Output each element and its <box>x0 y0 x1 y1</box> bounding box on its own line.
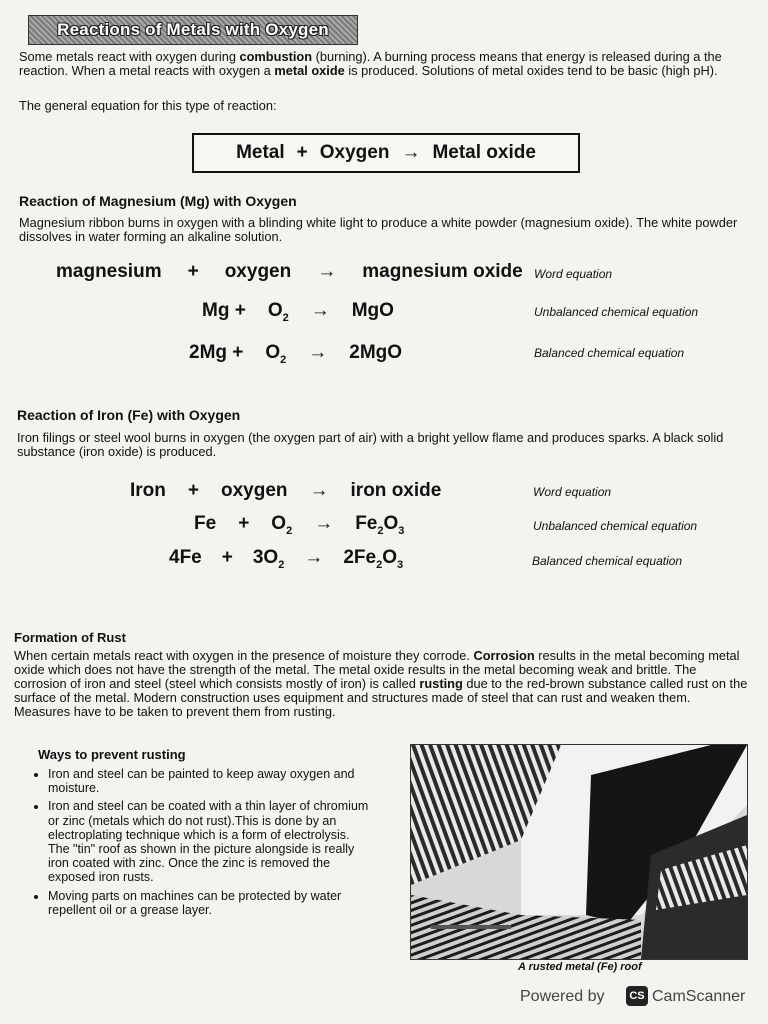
magnesium-heading: Reaction of Magnesium (Mg) with Oxygen <box>19 193 297 209</box>
magnesium-text: Magnesium ribbon burns in oxygen with a blinding white light to produce a white powder (magnesium oxide). The white powder dissolves in water forming an alkaline solution. <box>19 215 738 244</box>
fe-unbalanced-equation <box>194 513 404 537</box>
page-title: Reactions of Metals with Oxygen <box>57 20 329 39</box>
fe-symbol: Fe <box>355 513 378 534</box>
fe2o3-formula <box>343 547 403 571</box>
fe-formula: 4Fe <box>169 547 202 568</box>
fe-formula: Fe <box>194 513 217 534</box>
term-metal-oxide: metal oxide <box>274 63 345 78</box>
rust-text: due to the red-brown substance called rust on the surface of the metal. Modern construction uses equipment and structures made of steel that can rust and weaken them. Measures have to be taken to prevent them from rusting. <box>14 676 748 719</box>
eq-plus: + <box>238 513 250 534</box>
intro-text: is produced. Solutions of metal oxides tend to be basic (high pH). <box>344 63 718 78</box>
subscript: 2 <box>286 524 293 537</box>
intro-text: Some metals react with oxygen during <box>19 49 240 64</box>
subscript: 2 <box>377 524 384 537</box>
eq-arrow: → <box>317 261 337 282</box>
fe-symbol: 2Fe <box>343 547 377 568</box>
eq-oxygen: Oxygen <box>319 142 390 163</box>
iron-heading: Reaction of Iron (Fe) with Oxygen <box>17 407 241 423</box>
subscript: 3 <box>397 558 404 571</box>
o2-formula <box>268 300 289 324</box>
mg-word-label: Word equation <box>534 267 613 281</box>
fe-word-equation <box>130 480 441 502</box>
eq-plus: + <box>221 547 233 568</box>
eq-arrow: → <box>308 342 328 363</box>
fe2o3-formula <box>355 513 404 537</box>
list-item: • Moving parts on machines can be protected by water repellent oil or a grease layer. <box>48 889 374 917</box>
photo-caption: A rusted metal (Fe) roof <box>518 961 642 973</box>
general-equation-box <box>192 133 580 173</box>
rusted-roof-photo <box>410 744 748 960</box>
oxygen-reactant: oxygen <box>224 261 292 282</box>
subscript: 2 <box>278 558 285 571</box>
mg-reactant: magnesium <box>56 261 162 282</box>
term-rusting: rusting <box>419 676 463 691</box>
subscript: 2 <box>282 311 289 324</box>
eq-arrow: → <box>310 300 330 321</box>
oxygen-reactant: oxygen <box>221 480 288 501</box>
fe-word-label: Word equation <box>533 485 612 499</box>
o-symbol: O <box>383 513 399 534</box>
fe-product: iron oxide <box>350 480 442 501</box>
rust-text: When certain metals react with oxygen in the presence of moisture they corrode. <box>14 648 474 663</box>
intro-text: (burning). A burning process means that energy is released during a the reaction. When a metal reacts with oxygen a <box>19 49 722 78</box>
mg-balanced-equation <box>189 342 402 366</box>
term-corrosion: Corrosion <box>473 648 535 663</box>
o-symbol: O <box>271 513 287 534</box>
subscript: 2 <box>280 353 287 366</box>
ways-list <box>34 767 374 921</box>
term-combustion: combustion <box>239 49 313 64</box>
eq-plus: + <box>296 142 308 163</box>
o-symbol: O <box>382 547 397 568</box>
rust-heading: Formation of Rust <box>14 630 126 645</box>
mg-balanced-label: Balanced chemical equation <box>534 346 685 360</box>
rust-paragraph <box>14 649 750 719</box>
mg-word-equation <box>56 261 523 283</box>
camscanner-logo-icon: CS <box>626 986 648 1006</box>
list-item: • Iron and steel can be coated with a thin layer of chromium or zinc (metals which do not rust).This is done by an electroplating technique which is a form of electrolysis. The "tin" roof as shown in the picture alongside is really iron coated with zinc. Once the zinc is removed the exposed iron rusts. <box>48 799 374 884</box>
mg-formula: Mg + <box>202 300 246 321</box>
mg-formula: 2Mg + <box>189 342 244 363</box>
o2-formula <box>253 547 284 571</box>
general-equation-intro: The general equation for this type of reaction: <box>19 98 277 113</box>
list-item: • Iron and steel can be painted to keep away oxygen and moisture. <box>48 767 374 795</box>
eq-arrow: → <box>401 142 421 163</box>
fe-balanced-label: Balanced chemical equation <box>532 554 683 568</box>
eq-arrow: → <box>314 513 334 534</box>
fe-reactant: Iron <box>130 480 166 501</box>
mg-product: magnesium oxide <box>362 261 523 282</box>
o2-formula <box>271 513 292 537</box>
o-symbol: 3O <box>252 547 279 568</box>
eq-arrow: → <box>309 480 329 501</box>
mgo-formula: 2MgO <box>349 342 403 363</box>
mgo-formula: MgO <box>351 300 394 321</box>
o2-formula <box>265 342 286 366</box>
ways-heading: Ways to prevent rusting <box>38 747 186 762</box>
mg-unbalanced-label: Unbalanced chemical equation <box>534 305 699 319</box>
subscript: 3 <box>398 524 405 537</box>
eq-arrow: → <box>304 547 324 568</box>
rusted-roof-image <box>411 745 747 959</box>
eq-product: Metal oxide <box>432 142 536 163</box>
iron-text: Iron filings or steel wool burns in oxygen (the oxygen part of air) with a bright yellow flame and produces sparks. A black solid substance (iron oxide) is produced. <box>17 430 724 459</box>
o-symbol: O <box>267 300 283 321</box>
eq-metal: Metal <box>236 142 285 163</box>
o-symbol: O <box>265 342 281 363</box>
mg-unbalanced-equation <box>202 300 394 324</box>
intro-paragraph <box>19 50 754 78</box>
fe-balanced-equation <box>169 547 403 571</box>
fe-unbalanced-label: Unbalanced chemical equation <box>533 519 698 533</box>
eq-plus: + <box>187 480 199 501</box>
subscript: 2 <box>376 558 383 571</box>
rust-text: results in the metal becoming metal oxide which does not have the strength of the metal. The metal oxide results in the metal becoming weak and brittle. The corrosion of iron and steel (steel which consists mostly of iron) is called <box>14 648 740 691</box>
eq-plus: + <box>187 261 199 282</box>
powered-by-text: Powered by <box>520 988 605 1005</box>
camscanner-brand: CamScanner <box>652 988 746 1005</box>
page-title-banner <box>28 15 358 45</box>
